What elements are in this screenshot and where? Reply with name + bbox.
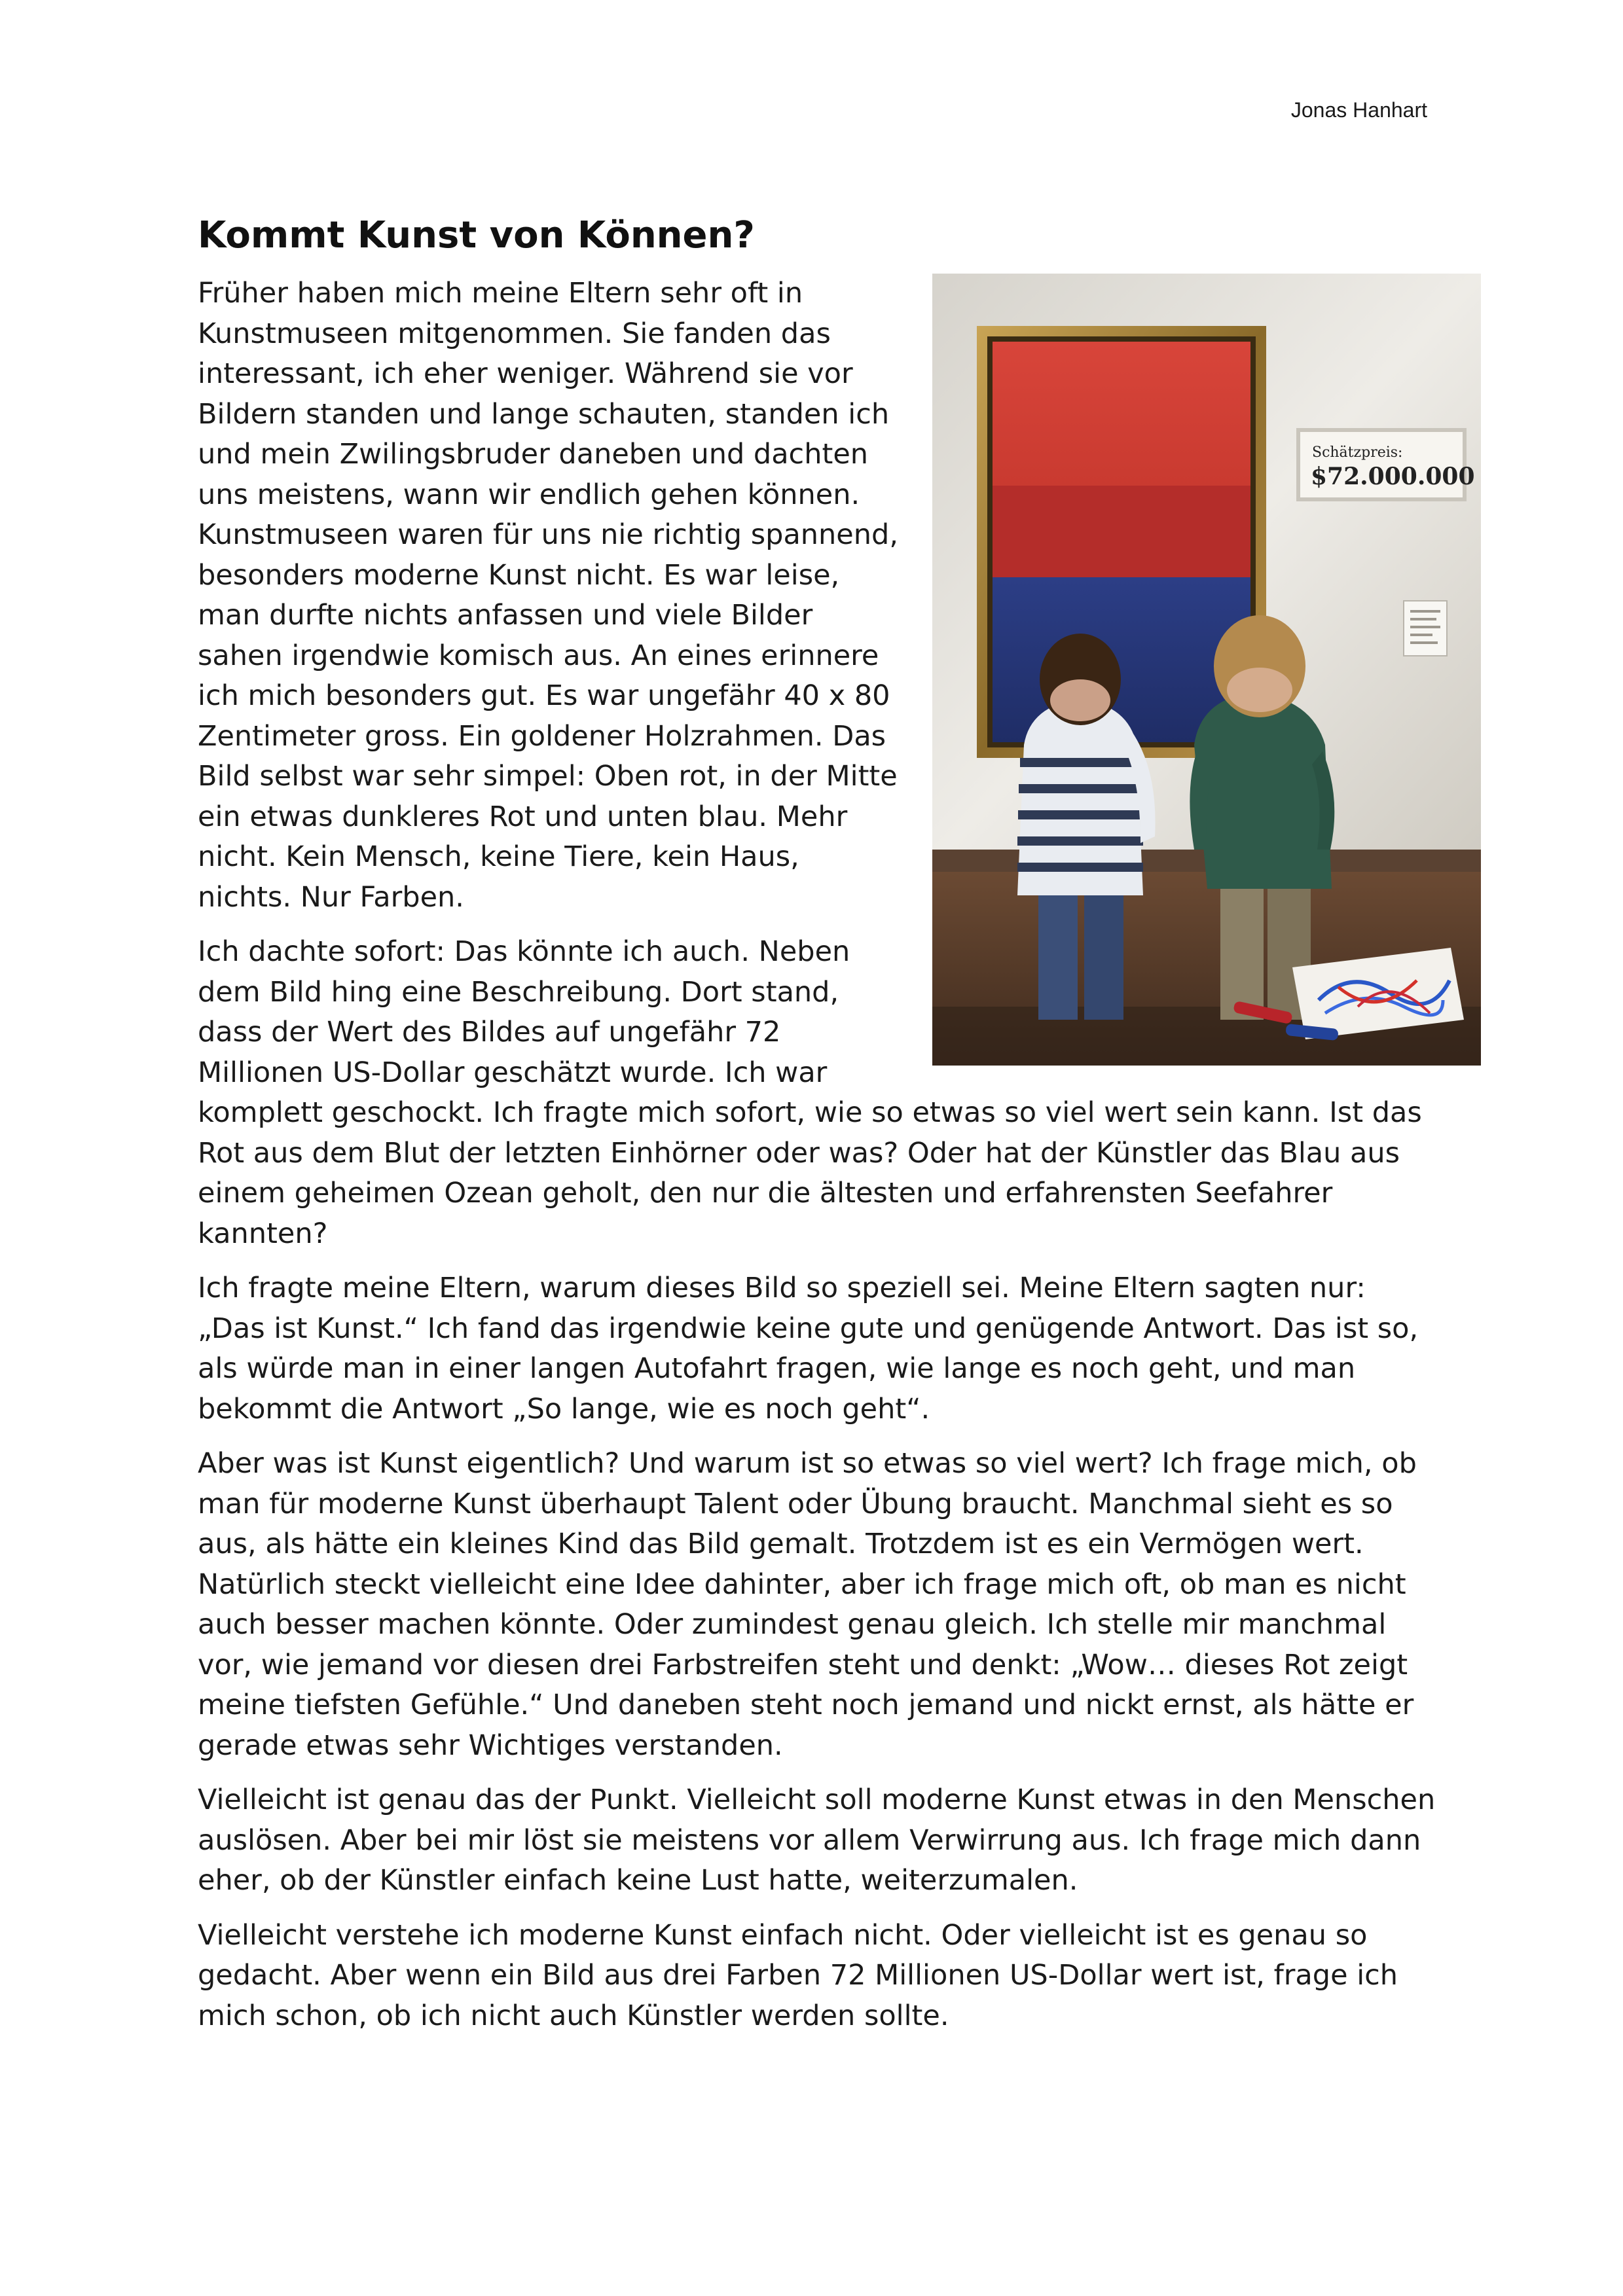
article <box>198 209 1475 2051</box>
paragraph-5: Vielleicht ist genau das der Punkt. Vielleicht soll moderne Kunst etwas in den Menschen auslösen. Aber bei mir löst sie meistens vor allem Verwirrung aus. Ich frage mich dann eher, ob der Künstler einfach keine Lust hatte, weiterzumalen. <box>198 1784 1436 1897</box>
price-value: $72.000.000 <box>1311 463 1475 490</box>
paragraph-1: Früher haben mich meine Eltern sehr oft in Kunstmuseen mitgenommen. Sie fanden das interessant, ich eher weniger. Während sie vor Bildern standen und lange schauten, standen ich und mein Zwilingsbruder daneben und dachten uns meistens, wann wir endlich gehen können. Kunstmuseen waren für uns nie richtig spannend, besonders moderne Kunst nicht. Es war leise, man durfte nichts anfassen und viele Bilder sahen irgendwie komisch aus. An eines erinnere ich mich besonders gut. Es war ungefähr 40 x 80 Zentimeter gross. Ein goldener Holzrahmen. Das Bild selbst war sehr simpel: Oben rot, in der Mitte ein etwas dunkleres Rot und unten blau. Mehr nicht. Kein Mensch, keine Tiere, kein Haus, nichts. Nur Farben. <box>198 277 898 914</box>
article-body <box>198 274 1475 2036</box>
paragraph-4: Aber was ist Kunst eigentlich? Und warum ist so etwas so viel wert? Ich frage mich, ob man für moderne Kunst überhaupt Talent oder Übung braucht. Manchmal sieht es so aus, als hätte ein kleines Kind das Bild gemalt. Trotzdem ist es ein Vermögen wert. Natürlich steckt vielleicht eine Idee dahinter, aber ich frage mich oft, ob man es nicht auch besser machen könnte. Oder zumindest genau gleich. Ich stelle mir manchmal vor, wie jemand vor diesen drei Farbstreifen steht und denkt: „Wow… dieses Rot zeigt meine tiefsten Gefühle.“ Und daneben steht noch jemand und nickt ernst, als hätte er gerade etwas sehr Wichtiges verstanden. <box>198 1447 1417 1762</box>
price-label: Schätzpreis: <box>1312 444 1403 461</box>
paragraph-2: Ich dachte sofort: Das könnte ich auch. Neben dem Bild hing eine Beschreibung. Dort stand, dass der Wert des Bildes auf ungefähr 72 Millionen US-Dollar geschätzt wurde. Ich war komplett geschockt. Ich fragte mich sofort, wie so etwas so viel wert sein kann. Ist das Rot aus dem Blut der letzten Einhörner oder was? Oder hat der Künstler das Blau aus einem geheimen Ozean geholt, den nur die ältesten und erfahrensten Seefahrer kannten? <box>198 935 1422 1250</box>
price-placard <box>1296 428 1475 501</box>
description-card <box>1404 601 1447 656</box>
painting-red-middle <box>993 486 1250 577</box>
author-name: Jonas Hanhart <box>1290 98 1427 122</box>
museum-photo <box>932 274 1481 1066</box>
paragraph-3: Ich fragte meine Eltern, warum dieses Bild so speziell sei. Meine Eltern sagten nur: „Das ist Kunst.“ Ich fand das irgendwie keine gute und genügende Antwort. Das ist so, als würde man in einer langen Autofahrt fragen, wie lange es noch geht, und man bekommt die Antwort „So lange, wie es noch geht“. <box>198 1272 1419 1426</box>
article-title: Kommt Kunst von Können? <box>198 214 755 257</box>
painting-red-top <box>993 342 1250 486</box>
museum-illustration <box>932 274 1481 1066</box>
paragraph-6: Vielleicht verstehe ich moderne Kunst einfach nicht. Oder vielleicht ist es genau so gedacht. Aber wenn ein Bild aus drei Farben 72 Millionen US-Dollar wert ist, frage ich mich schon, ob ich nicht auch Künstler werden sollte. <box>198 1918 1398 2032</box>
